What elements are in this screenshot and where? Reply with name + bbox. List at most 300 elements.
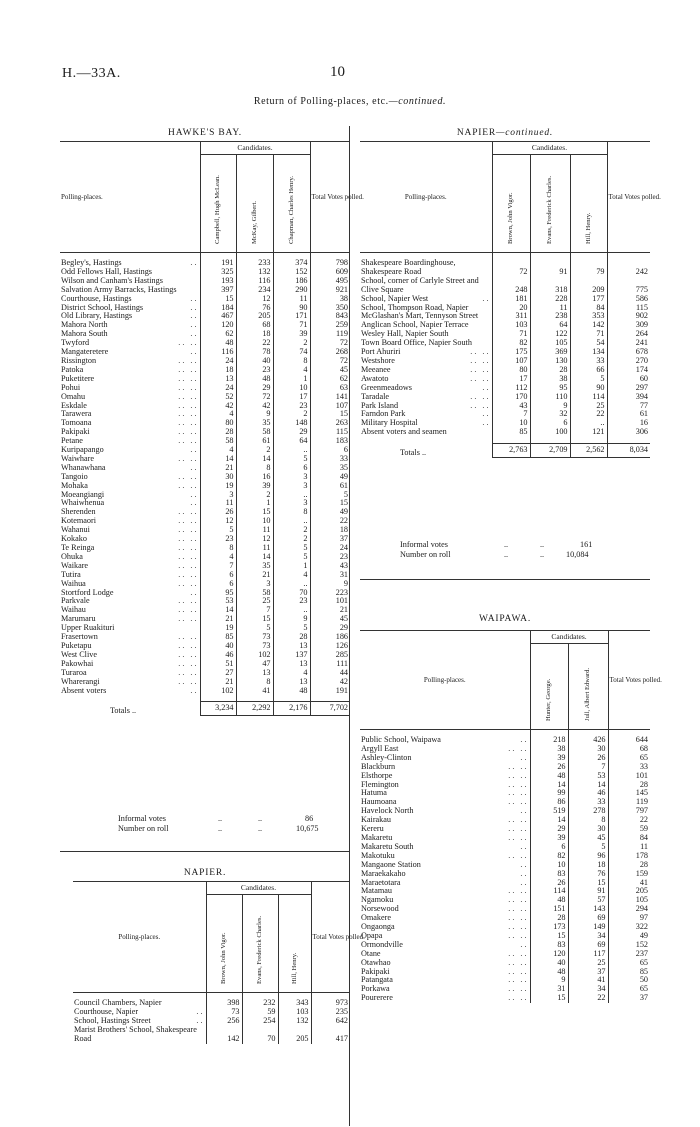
table-row [360, 959, 650, 968]
candidate-votes-cell: 42 [236, 402, 273, 411]
candidate-votes-cell: 19 [200, 624, 236, 633]
polling-place-name: Omahu .. .. [61, 391, 199, 401]
candidate-votes-cell: 14 [568, 781, 608, 790]
polling-place-name: School, corner of Carlyle Street and Clive Square [361, 275, 479, 294]
totals-cell: 3,234 [200, 702, 236, 716]
total-votes-cell: 223 [310, 589, 350, 598]
candidate-votes-cell: 5 [570, 375, 607, 384]
candidate-votes-cell: 2 [273, 526, 310, 535]
polling-place-name: Ohuka .. .. [61, 551, 199, 561]
candidate-votes-cell: 69 [568, 914, 608, 923]
candidate-votes-cell: 47 [236, 660, 273, 669]
total-votes-cell: 29 [310, 624, 350, 633]
polling-place-name: Mohaka .. .. [61, 480, 199, 490]
polling-place-name: Eskdale .. .. [61, 400, 199, 410]
polling-place-name: Haumoana .. .. [361, 797, 529, 807]
candidate-votes-cell: 6 [200, 580, 236, 589]
candidate-votes-cell: 64 [530, 321, 570, 330]
candidate-votes-cell: 2 [236, 446, 273, 455]
table-row [360, 763, 650, 772]
total-votes-cell: 101 [310, 597, 350, 606]
candidate-votes-cell: 32 [530, 410, 570, 419]
candidate-votes-cell: 151 [530, 905, 568, 914]
table-row [360, 277, 650, 295]
polling-place-name: Mangaone Station .. [361, 859, 529, 869]
candidate-votes-cell: 33 [570, 357, 607, 366]
polling-place-name: Kokako .. .. [61, 534, 199, 544]
candidate-votes-cell: 7 [200, 562, 236, 571]
total-votes-cell: 44 [310, 669, 350, 678]
table-row [360, 825, 650, 834]
candidate-votes-cell: 122 [530, 330, 570, 339]
total-votes-cell: 126 [310, 642, 350, 651]
candidate-votes-cell: 13 [273, 642, 310, 651]
candidates-header: Candidates. [200, 142, 310, 155]
table-row [360, 781, 650, 790]
candidate-votes-cell: 9 [236, 410, 273, 419]
candidate-votes-cell: 26 [568, 754, 608, 763]
candidate-votes-cell: 11 [236, 544, 273, 553]
candidate-votes-cell: 8 [273, 508, 310, 517]
total-votes-cell: 152 [608, 941, 650, 950]
candidate-votes-cell: 15 [236, 508, 273, 517]
candidate-votes-cell: 25 [236, 597, 273, 606]
totals-cell: 7,702 [310, 702, 350, 716]
total-votes-cell: 59 [608, 825, 650, 834]
candidate-votes-cell: 10 [236, 517, 273, 526]
candidate-votes-cell: 11 [236, 526, 273, 535]
polling-place-name: Begley's, Hastings .. [61, 258, 199, 267]
candidate-votes-cell: 99 [530, 789, 568, 798]
candidate-votes-cell: 398 [206, 999, 242, 1008]
table-row [360, 843, 650, 852]
polling-place-name: Military Hospital .. [361, 418, 491, 428]
candidate-votes-cell: 90 [273, 304, 310, 313]
polling-place-name: Patoka .. .. [61, 364, 199, 374]
total-votes-cell: 115 [310, 428, 350, 437]
candidate-votes-cell: 103 [278, 1008, 311, 1017]
polling-place-name: Maraekakaho .. [361, 868, 529, 878]
candidate-votes-cell: 51 [200, 660, 236, 669]
candidate-votes-cell: 16 [236, 473, 273, 482]
candidate-votes-cell: 191 [200, 259, 236, 268]
table-row [360, 950, 650, 959]
candidate-header: Chapman, Charles Henry. [273, 155, 310, 253]
number-on-roll-label: Number on roll [400, 550, 451, 559]
candidate-header: Evans, Frederick Charles. [530, 155, 570, 253]
candidate-votes-cell: 31 [530, 985, 568, 994]
candidate-votes-cell: 28 [530, 366, 570, 375]
total-votes-cell: 183 [310, 437, 350, 446]
dots: .. [540, 540, 545, 549]
candidate-votes-cell: 278 [568, 807, 608, 816]
dots: .. [540, 550, 545, 559]
candidate-votes-cell: 21 [200, 464, 236, 473]
candidate-votes-cell: .. [570, 419, 607, 428]
total-votes-cell: 350 [310, 304, 350, 313]
polling-place-name: Puketitere .. .. [61, 373, 199, 383]
candidate-header: Brown, John Vigor. [206, 895, 242, 993]
candidate-votes-cell: 71 [570, 330, 607, 339]
candidate-votes-cell: 467 [200, 312, 236, 321]
total-votes-cell: 23 [310, 553, 350, 562]
polling-place-name: Makaretu South .. [361, 841, 529, 851]
candidate-votes-cell: 105 [530, 339, 570, 348]
table-row [360, 985, 650, 994]
candidate-votes-cell: 102 [236, 651, 273, 660]
candidate-votes-cell: 82 [530, 852, 568, 861]
polling-place-name: Marist Brothers' School, Shakespeare Road [74, 1024, 197, 1043]
total-votes-cell: 107 [310, 402, 350, 411]
polling-place-name: Town Board Office, Napier South [361, 338, 472, 348]
section-rule [60, 851, 350, 852]
candidate-votes-cell: 58 [236, 428, 273, 437]
polling-place-name: Stortford Lodge .. [61, 587, 199, 597]
polling-place-name: Makotuku .. .. [361, 850, 529, 860]
candidate-votes-cell: 85 [200, 633, 236, 642]
candidate-votes-cell: 10 [530, 861, 568, 870]
polling-place-name: Ngamoku .. .. [361, 895, 529, 905]
candidate-votes-cell: 103 [492, 321, 530, 330]
candidate-votes-cell: 11 [200, 499, 236, 508]
candidate-votes-cell: 12 [236, 535, 273, 544]
totals-cell: 8,034 [607, 444, 650, 458]
total-votes-header: Total Votes polled. [607, 142, 650, 253]
napier-table [73, 881, 365, 1044]
polling-place-name: School, Thompson Road, Napier [361, 302, 469, 312]
candidate-votes-cell: 171 [273, 312, 310, 321]
polling-place-name: Rissington .. .. [61, 355, 199, 365]
napier-summary [400, 540, 650, 560]
candidate-votes-cell: 39 [530, 834, 568, 843]
total-votes-header: Total Votes polled. [311, 882, 350, 993]
candidate-votes-cell: 7 [492, 410, 530, 419]
polling-place-name: Kereru .. .. [361, 824, 529, 834]
candidate-votes-cell: 120 [200, 321, 236, 330]
candidate-votes-cell: 102 [200, 687, 236, 696]
candidate-votes-cell: 132 [278, 1017, 311, 1026]
table-row [360, 932, 650, 941]
candidate-votes-cell: 25 [568, 959, 608, 968]
total-votes-cell: 37 [310, 535, 350, 544]
candidate-votes-cell: 80 [492, 366, 530, 375]
table-row [360, 384, 650, 393]
table-row [360, 428, 650, 437]
polling-place-name: Whanawhana .. [61, 462, 199, 472]
total-votes-cell: 178 [608, 852, 650, 861]
candidate-votes-cell: 218 [530, 736, 568, 745]
candidate-votes-cell: 205 [236, 312, 273, 321]
total-votes-cell: 237 [608, 950, 650, 959]
candidate-votes-cell: 48 [273, 687, 310, 696]
candidate-votes-cell: 14 [236, 455, 273, 464]
total-votes-cell: 16 [607, 419, 650, 428]
total-votes-cell: 38 [310, 295, 350, 304]
total-votes-cell: 678 [607, 348, 650, 357]
dots: .. [218, 824, 223, 833]
candidate-votes-cell: 6 [530, 843, 568, 852]
polling-place-name: Ormondville .. [361, 939, 529, 949]
candidate-votes-cell: 177 [570, 295, 607, 304]
polling-place-name: Omakere .. .. [361, 913, 529, 923]
candidate-votes-cell: 142 [206, 1026, 242, 1044]
dots: .. [504, 550, 509, 559]
polling-place-name: Marumaru .. .. [61, 614, 199, 624]
candidate-votes-cell: 170 [492, 393, 530, 402]
table-row [360, 879, 650, 888]
total-votes-cell: 609 [310, 268, 350, 277]
total-votes-cell: 49 [608, 932, 650, 941]
table-row [360, 393, 650, 402]
total-votes-cell: 586 [607, 295, 650, 304]
polling-place-name: Port Ahuriri .. .. [361, 347, 491, 357]
candidate-votes-cell: 28 [273, 633, 310, 642]
total-votes-cell: 45 [310, 615, 350, 624]
candidate-votes-cell: .. [273, 580, 310, 589]
table-row [360, 870, 650, 879]
total-votes-cell: 72 [310, 357, 350, 366]
polling-place-name: Sherenden .. .. [61, 507, 199, 517]
polling-place-name: Petane .. .. [61, 436, 199, 446]
candidate-votes-cell: 45 [568, 834, 608, 843]
candidate-votes-cell: 205 [278, 1026, 311, 1044]
informal-votes-label: Informal votes [400, 540, 448, 549]
polling-place-name: Taradale .. .. [361, 391, 491, 401]
polling-place-name: Turaroa .. .. [61, 667, 199, 677]
total-votes-cell: 31 [310, 571, 350, 580]
candidates-header: Candidates. [492, 142, 607, 155]
total-votes-cell: 33 [310, 455, 350, 464]
total-votes-cell: 145 [608, 789, 650, 798]
total-votes-cell: 797 [608, 807, 650, 816]
total-votes-cell: 15 [310, 410, 350, 419]
candidate-votes-cell: 83 [530, 870, 568, 879]
candidate-votes-cell: 48 [530, 968, 568, 977]
total-votes-cell: 65 [608, 985, 650, 994]
candidate-votes-cell: 238 [530, 312, 570, 321]
candidate-votes-cell: 23 [273, 402, 310, 411]
polling-place-name: Waihua .. .. [61, 578, 199, 588]
total-votes-cell: 843 [310, 312, 350, 321]
candidate-votes-cell: 5 [273, 455, 310, 464]
candidate-votes-cell: 152 [273, 268, 310, 277]
polling-place-name: Courthouse, Napier .. [74, 1006, 205, 1016]
total-votes-cell: 191 [310, 687, 350, 696]
candidate-votes-cell: 343 [278, 999, 311, 1008]
candidate-header: Evans, Frederick Charles. [242, 895, 278, 993]
polling-place-name: Moeangiangi .. [61, 489, 199, 499]
total-votes-cell: 241 [607, 339, 650, 348]
total-votes-cell: 205 [608, 887, 650, 896]
candidate-votes-cell: 290 [273, 286, 310, 295]
polling-places-header: Polling-places. [73, 882, 206, 993]
total-votes-cell: 297 [607, 384, 650, 393]
polling-place-name: Wharerangi .. .. [61, 676, 199, 686]
candidate-votes-cell: 232 [242, 999, 278, 1008]
polling-place-name: Greenmeadows .. [361, 382, 491, 392]
total-votes-cell: 97 [608, 914, 650, 923]
candidate-votes-cell: 13 [273, 678, 310, 687]
total-votes-cell: 11 [608, 843, 650, 852]
candidate-votes-cell: 374 [273, 259, 310, 268]
candidate-votes-cell: 9 [530, 976, 568, 985]
table-row [360, 976, 650, 985]
candidate-votes-cell: 369 [530, 348, 570, 357]
candidate-votes-cell: 4 [200, 446, 236, 455]
totals-cell: 2,763 [492, 444, 530, 458]
total-votes-cell: 111 [310, 660, 350, 669]
candidate-votes-cell: 80 [200, 419, 236, 428]
candidate-votes-cell: 132 [236, 268, 273, 277]
candidate-votes-cell: 95 [200, 589, 236, 598]
candidate-votes-cell: 3 [273, 482, 310, 491]
candidate-header: Hill, Henry. [278, 895, 311, 993]
total-votes-cell: 394 [607, 393, 650, 402]
candidate-votes-cell: 3 [200, 491, 236, 500]
candidate-votes-cell: 173 [530, 923, 568, 932]
candidate-votes-cell: 114 [530, 887, 568, 896]
candidate-votes-cell: 13 [200, 375, 236, 384]
polling-place-name: Havelock North .. [361, 806, 529, 816]
total-votes-cell: 22 [608, 816, 650, 825]
candidate-votes-cell: 10 [273, 384, 310, 393]
candidate-votes-cell: 397 [200, 286, 236, 295]
candidate-votes-cell: 134 [570, 348, 607, 357]
total-votes-cell: 235 [311, 1008, 350, 1017]
polling-place-name: Ongaonga .. .. [361, 922, 529, 932]
table-row [360, 789, 650, 798]
total-votes-cell: 322 [608, 923, 650, 932]
polling-place-name: Kairakau .. .. [361, 815, 529, 825]
total-votes-cell: 141 [310, 393, 350, 402]
candidate-votes-cell: 1 [273, 375, 310, 384]
totals-label: Totals .. [110, 705, 137, 715]
polling-place-name: Wesley Hall, Napier South [361, 329, 449, 339]
candidate-votes-cell: 41 [568, 976, 608, 985]
polling-place-name: Matamau .. .. [361, 886, 529, 896]
candidate-votes-cell: 228 [530, 295, 570, 304]
table-row [360, 366, 650, 375]
table-row [73, 1026, 350, 1044]
polling-place-name: Council Chambers, Napier [74, 998, 162, 1007]
candidate-votes-cell: 9 [273, 615, 310, 624]
candidate-header: McKay, Gilbert. [236, 155, 273, 253]
candidate-votes-cell: 46 [568, 789, 608, 798]
polling-place-name: Pakowhai .. .. [61, 658, 199, 668]
polling-place-name: Parkvale .. .. [61, 596, 199, 606]
candidate-votes-cell: 3 [236, 580, 273, 589]
candidate-votes-cell: 15 [568, 879, 608, 888]
candidate-votes-cell: 59 [242, 1008, 278, 1017]
candidate-votes-cell: 24 [200, 357, 236, 366]
candidate-votes-cell: 311 [492, 312, 530, 321]
candidate-votes-cell: 120 [530, 950, 568, 959]
candidate-votes-cell: 142 [570, 321, 607, 330]
polling-place-name: Waiwhare .. .. [61, 453, 199, 463]
candidates-header: Candidates. [530, 631, 608, 644]
candidate-votes-cell: 64 [273, 437, 310, 446]
candidates-header: Candidates. [206, 882, 311, 895]
candidate-votes-cell: 39 [236, 482, 273, 491]
candidate-votes-cell: 86 [530, 798, 568, 807]
table-row [360, 736, 650, 745]
polling-places-header: Polling-places. [360, 631, 530, 730]
total-votes-cell: 6 [310, 446, 350, 455]
candidate-header: Brown, John Vigor. [492, 155, 530, 253]
table-row [360, 968, 650, 977]
candidate-votes-cell: 35 [236, 419, 273, 428]
candidate-votes-cell: 34 [568, 932, 608, 941]
candidate-votes-cell: 48 [530, 772, 568, 781]
candidate-votes-cell: 18 [200, 366, 236, 375]
total-votes-cell: 495 [310, 277, 350, 286]
candidate-votes-cell: 95 [530, 384, 570, 393]
candidate-votes-cell: 10 [492, 419, 530, 428]
candidate-votes-cell: 114 [570, 393, 607, 402]
candidate-votes-cell: 68 [236, 321, 273, 330]
total-votes-cell: 417 [311, 1026, 350, 1044]
polling-place-name: Mahora North .. [61, 320, 199, 330]
candidate-votes-cell: 254 [242, 1017, 278, 1026]
total-votes-cell: 65 [608, 959, 650, 968]
candidate-votes-cell: 248 [492, 277, 530, 295]
candidate-votes-cell: 137 [273, 651, 310, 660]
candidate-votes-cell: 91 [530, 259, 570, 277]
candidate-votes-cell: 76 [568, 870, 608, 879]
candidate-votes-cell: 7 [568, 763, 608, 772]
candidate-votes-cell: 54 [570, 339, 607, 348]
candidate-votes-cell: 8 [236, 678, 273, 687]
candidate-votes-cell: 40 [236, 357, 273, 366]
candidate-votes-cell: 35 [236, 562, 273, 571]
table-row [60, 687, 350, 696]
dots: .. [258, 814, 263, 823]
polling-place-name: Westshore .. .. [361, 355, 491, 365]
table-row [360, 994, 650, 1003]
candidate-header: Hill, Henry. [570, 155, 607, 253]
polling-place-name: Puketapu .. .. [61, 640, 199, 650]
total-votes-cell: 61 [607, 410, 650, 419]
total-votes-cell: 642 [311, 1017, 350, 1026]
candidate-votes-cell: 13 [273, 660, 310, 669]
candidate-votes-cell: 82 [492, 339, 530, 348]
candidate-votes-cell: 14 [200, 606, 236, 615]
total-votes-cell: 242 [607, 259, 650, 277]
candidate-votes-cell: 33 [568, 798, 608, 807]
total-votes-header: Total Votes polled. [310, 142, 350, 253]
total-votes-cell: 49 [310, 508, 350, 517]
candidate-votes-cell: 53 [568, 772, 608, 781]
polling-place-name: School, Napier West .. [361, 293, 491, 303]
page-number: 10 [330, 64, 345, 80]
candidate-votes-cell: 43 [492, 402, 530, 411]
polling-place-name: Mangateretere .. [61, 347, 199, 357]
candidate-votes-cell: .. [273, 606, 310, 615]
candidate-votes-cell: 14 [236, 553, 273, 562]
candidate-votes-cell: 6 [200, 571, 236, 580]
polling-place-name: Pakipaki .. .. [61, 427, 199, 437]
total-votes-cell: 22 [310, 517, 350, 526]
total-votes-cell: 77 [607, 402, 650, 411]
polling-place-name: Makaretu .. .. [361, 832, 529, 842]
polling-place-name: Argyll East .. .. [361, 743, 529, 753]
polling-place-name: Pourerere .. .. [361, 993, 529, 1003]
polling-place-name: Patangata .. .. [361, 975, 529, 985]
candidate-votes-cell: 34 [568, 985, 608, 994]
candidate-votes-cell: 5 [568, 843, 608, 852]
candidate-votes-cell: 8 [273, 357, 310, 366]
total-votes-cell: 263 [310, 419, 350, 428]
